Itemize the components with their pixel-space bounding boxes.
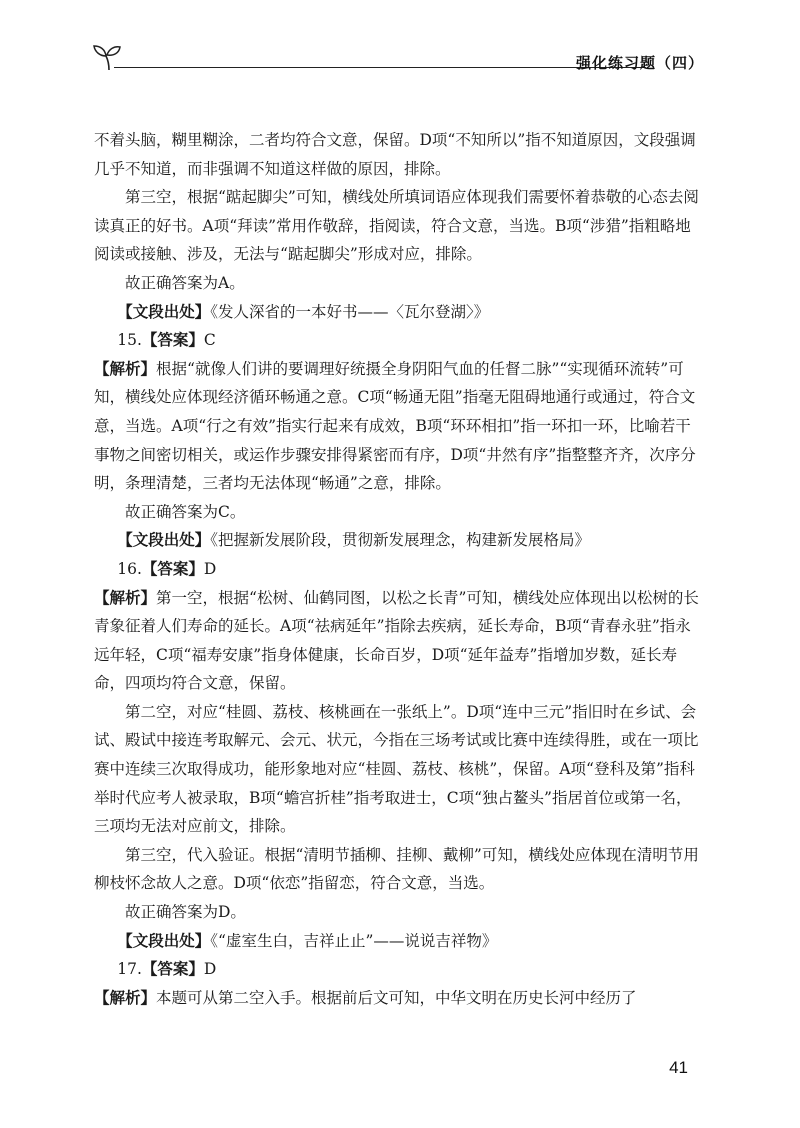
- question-number: 17.: [117, 960, 142, 979]
- paragraph-text: 本题可从第二空入手。根据前后文可知，中华文明在历史长河中经历了: [156, 988, 637, 1007]
- paragraph-p7: [94, 498, 706, 527]
- paragraph-p10: [94, 584, 706, 698]
- paragraph-p5: [94, 326, 706, 355]
- paragraph-text: 不着头脑，糊里糊涂，二者均符合文意，保留。D项“不知所以”指不知道原因，文段强调几乎不知道，而非强调不知道这样做的原因，排除。: [94, 131, 696, 178]
- sprout-icon: [92, 40, 126, 74]
- paragraph-p6: [94, 355, 706, 498]
- paragraph-text: 第一空，根据“松树、仙鹤同图，以松之长青”可知，横线处应体现出以松树的长青象征着人们寿命的延长。A项“祛病延年”指除去疾病，延长寿命，B项“青春永驻”指永远年轻，C项“福寿安康”指身体健康，长命百岁，D项“延年益寿”指增加岁数，延长寿命，四项均符合文意，保留。: [94, 588, 699, 693]
- section-tag: 【答案】: [141, 559, 204, 578]
- page-number: 41: [669, 1058, 688, 1077]
- paragraph-text: 第三空，根据“踮起脚尖”可知，横线处所填词语应体现我们需要怀着恭敬的心态去阅读真正的好书。A项“拜读”常用作敬辞，指阅读，符合文意，当选。B项“涉猎”指粗略地阅读或接触、涉及，无法与“踮起脚尖”形成对应，排除。: [94, 188, 699, 264]
- paragraph-text: 《“虚室生白，吉祥止止”——说说吉祥物》: [210, 931, 498, 950]
- section-tag: 【答案】: [141, 960, 204, 979]
- paragraph-p9: [94, 555, 706, 584]
- paragraph-text: 《把握新发展阶段，贯彻新发展理念，构建新发展格局》: [210, 531, 591, 550]
- paragraph-text: 第二空，对应“桂圆、荔枝、核桃画在一张纸上”。D项“连中三元”指旧时在乡试、会试、殿试中接连考取解元、会元、状元，今指在三场考试或比赛中连续得胜，或在一项比赛中连续三次取得成功，能形象地对应“桂圆、荔枝、核桃”，保留。A项“登科及第”指科举时代应考人被录取，B项“蟾宫折桂”指考取进士，C项“独占鳌头”指居首位或第一名，三项均无法对应前文，排除。: [94, 702, 699, 836]
- paragraph-p15: [94, 955, 706, 984]
- answer-explanations: [94, 126, 706, 1012]
- section-tag: 【答案】: [141, 331, 204, 350]
- paragraph-p3: [94, 269, 706, 298]
- paragraph-p11: [94, 698, 706, 841]
- paragraph-text: 故正确答案为D。: [125, 903, 246, 922]
- paragraph-text: D: [203, 960, 217, 979]
- paragraph-text: 《发人深省的一本好书——〈瓦尔登湖〉》: [210, 302, 490, 321]
- paragraph-p16: [94, 984, 706, 1013]
- paragraph-p13: [94, 898, 706, 927]
- section-tag: 【解析】: [94, 988, 157, 1007]
- paragraph-p4: [94, 298, 706, 327]
- paragraph-p8: [94, 526, 706, 555]
- section-tag: 【解析】: [94, 588, 157, 607]
- paragraph-text: 故正确答案为A。: [125, 273, 245, 292]
- paragraph-text: 故正确答案为C。: [125, 502, 246, 521]
- paragraph-text: 根据“就像人们讲的要调理好统摄全身阴阳气血的任督二脉”“实现循环流转”可知，横线处应体现经济循环畅通之意。C项“畅通无阻”指毫无阻碍地通行或通过，符合文意，当选。A项“行之有效”指实行起来有成效，B项“环环相扣”指一环扣一环，比喻若干事物之间密切相关，或运作步骤安排得紧密而有序，D项“井然有序”指整整齐齐，次序分明，条理清楚，三者均无法体现“畅通”之意，排除。: [94, 359, 696, 493]
- question-number: 16.: [117, 559, 142, 578]
- section-tag: 【文段出处】: [117, 531, 211, 550]
- header-rule: [114, 67, 646, 68]
- paragraph-p14: [94, 927, 706, 956]
- paragraph-p12: [94, 841, 706, 898]
- page-header: [92, 38, 704, 78]
- paragraph-p2: [94, 183, 706, 269]
- section-tag: 【文段出处】: [117, 302, 211, 321]
- paragraph-p1: [94, 126, 706, 183]
- paragraph-text: D: [203, 559, 217, 578]
- paragraph-text: 第三空，代入验证。根据“清明节插柳、挂柳、戴柳”可知，横线处应体现在清明节用柳枝怀念故人之意。D项“依恋”指留恋，符合文意，当选。: [94, 845, 699, 893]
- question-number: 15.: [117, 331, 142, 350]
- section-tag: 【文段出处】: [117, 931, 211, 950]
- header-title: 强化练习题（四）: [575, 54, 704, 72]
- paragraph-text: C: [203, 331, 216, 350]
- section-tag: 【解析】: [94, 359, 157, 378]
